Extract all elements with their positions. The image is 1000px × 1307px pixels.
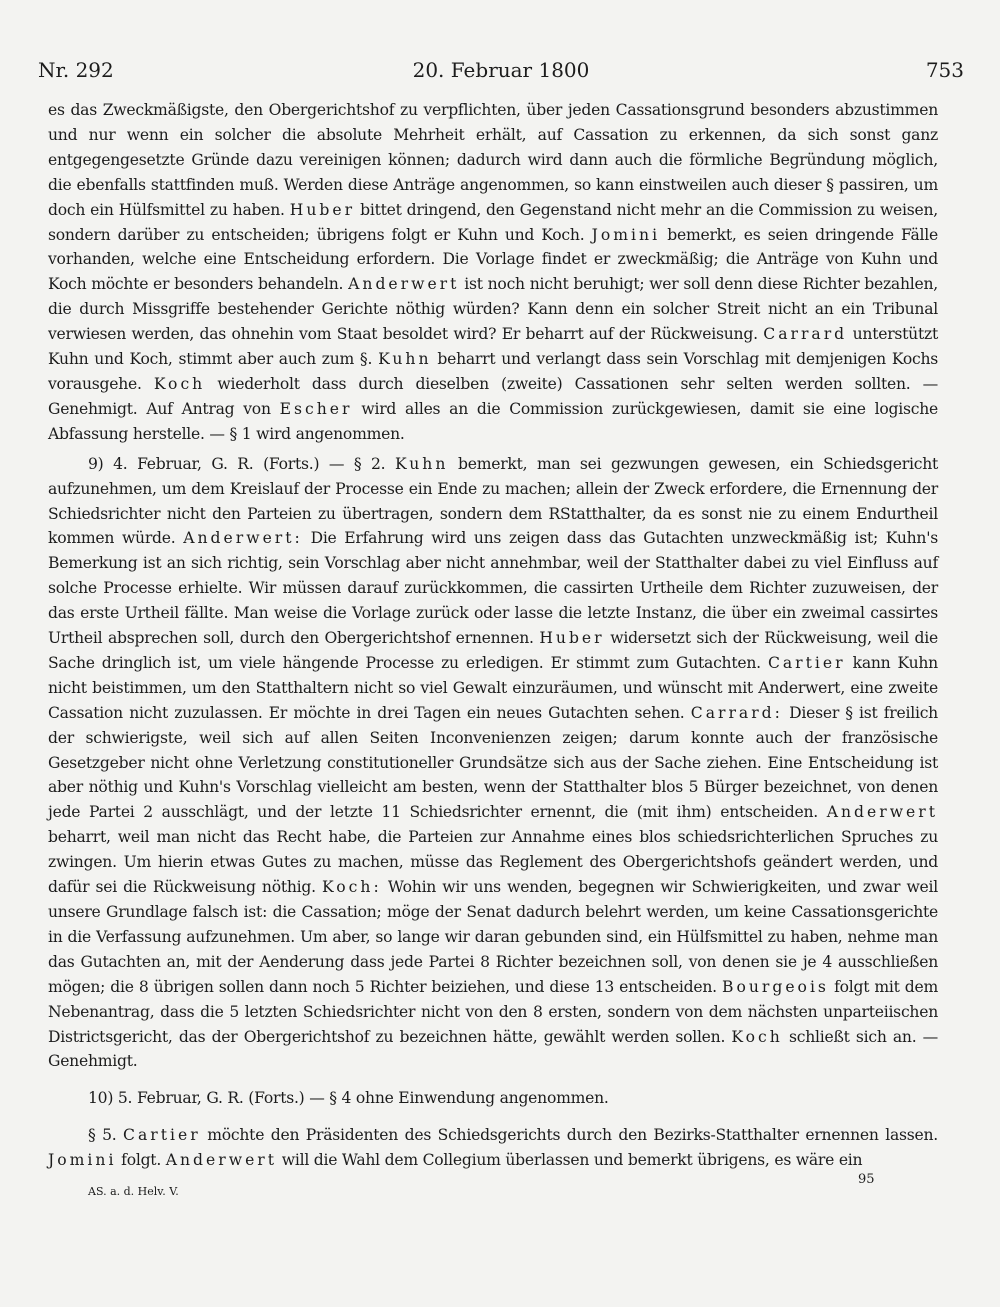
text-run: Wohin wir uns wenden, begegnen wir Schwierigkeiten, und zwar weil unsere Grundlage falsch ist: die Cassation; möge der Senat dadurch belehrt werden, um keine Cassationsgerichte in die Verfassung aufzunehmen. Um aber, so lange wir daran gebunden sind, ein Hülfsmittel zu haben, nehme man das Gutachten an, mit der Aenderung dass jede Partei 8 Richter bezeichnen soll, von denen sie je 4 ausschließen mögen; die 8 übrigen sollen dann noch 5 Richter beiziehen, und diese 13 entscheiden. <box>48 878 938 996</box>
text-run: bittet dringend, den Gegenstand nicht mehr an die Commission zu weisen, sondern darüber zu entscheiden; übrigens folgt er Kuhn und Koch. <box>48 200 938 244</box>
speaker-name: Cartier <box>767 653 846 672</box>
text-run: kann Kuhn nicht beistimmen, um den Statthaltern nicht so viel Gewalt einzuräumen, und wünscht mit Anderwert, eine zweite Cassation nicht zuzulassen. Er möchte in drei Tagen ein neues Gutachten sehen. <box>48 653 938 722</box>
page-header <box>38 58 964 88</box>
speaker-name: Jomini <box>48 1151 117 1170</box>
text-run: folgt. <box>121 1151 162 1170</box>
paragraph-2 <box>48 452 938 1075</box>
speaker-name: Koch <box>153 374 206 393</box>
speaker-name: Koch <box>731 1027 783 1046</box>
footer-source: AS. a. d. Helv. V. <box>88 1185 179 1198</box>
paragraph-3 <box>48 1086 938 1111</box>
text-run: schließt sich an. — Genehmigt. <box>48 1027 938 1071</box>
speaker-name: Anderwert <box>165 1151 278 1170</box>
speaker-name: Anderwert: <box>183 529 303 548</box>
text-run: beharrt, weil man nicht das Recht habe, die Parteien zur Annahme eines blos schiedsrichterlichen Spruches zu zwingen. Um hierin etwas Gutes zu machen, müsse das Reglement des Obergerichtshofs geändert werden, und dafür sei die Rückweisung nöthig. <box>48 828 938 897</box>
speaker-name: Anderwert <box>348 275 460 294</box>
text-run: wird alles an die Commission zurückgewiesen, damit sie eine logische Abfassung herstelle. — § 1 wird angenommen. <box>48 399 938 443</box>
paragraph-1 <box>48 98 938 447</box>
speaker-name: Cartier <box>123 1126 201 1145</box>
page-body <box>48 98 938 1173</box>
text-run: möchte den Präsidenten des Schiedsgerichts durch den Bezirks-Statthalter ernennen lassen. <box>207 1126 938 1145</box>
text-run: bemerkt, es seien dringende Fälle vorhanden, welche eine Entscheidung erfordern. Die Vorlage findet er zweckmäßig; die Anträge von Kuhn und Koch möchte er besonders behandeln. <box>48 225 938 294</box>
text-run: beharrt und verlangt dass sein Vorschlag mit demjenigen Kochs vorausgehe. <box>48 350 938 393</box>
speaker-name: Anderwert <box>826 803 938 822</box>
text-run: will die Wahl dem Collegium überlassen und bemerkt übrigens, es wäre ein <box>281 1151 863 1170</box>
text-run: wiederholt dass durch dieselben (zweite) Cassationen sehr selten werden sollten. — Genehmigt. Auf Antrag von <box>48 374 938 418</box>
text-run: Die Erfahrung wird uns zeigen dass das Gutachten unzweckmäßig ist; Kuhn's Bemerkung ist an sich richtig, sein Vorschlag aber nicht annehmbar, weil der Statthalter dabei zu viel Einfluss auf solche Processe erhielte. Wir müssen darauf zurückkommen, die cassirten Urtheile dem Richter zuzuweisen, der das erste Urtheil fällte. Man weise die Vorlage zurück oder lasse die letzte Instanz, die über ein zweimal cassirtes Urtheil absprechen soll, durch den Obergerichtshof ernennen. <box>48 529 938 648</box>
document-number: Nr. 292 <box>38 58 114 82</box>
text-run: Dieser § ist freilich der schwierigste, weil sich auf allen Seiten Inconvenienzen zeigen; darum konnte auch der französische Gesetzgeber nicht ohne Verletzung constitutioneller Grundsätze sich aus der Sache ziehen. Eine Entscheidung ist aber nöthig und Kuhn's Vorschlag vielleicht am besten, wenn der Statthalter blos 5 Bürger bezeichnet, von denen jede Partei 2 ausschlägt, und der letzte 11 Schiedsrichter ernennt, die (mit ihm) entscheiden. <box>48 703 938 822</box>
speaker-name: Bourgeois <box>722 977 829 996</box>
speaker-name: Koch: <box>322 878 382 897</box>
section-mark: § 5. <box>88 1126 117 1145</box>
signature-number: 95 <box>858 1172 875 1187</box>
text-run: es das Zweckmäßigste, den Obergerichtshof zu verpflichten, über jeden Cassationsgrund besonders abzustimmen und nur wenn ein solcher die absolute Mehrheit erhält, auf Cassation zu erkennen, da sich sonst ganz entgegengesetzte Gründe dazu vereinigen können; dadurch wird dann auch die förmliche Begründung möglich, die ebenfalls stattfinden muß. Werden diese Anträge angenommen, so kann einstweilen auch dieser § passiren, um doch ein Hülfsmittel zu haben. <box>48 101 938 219</box>
speaker-name: Carrard: <box>690 703 783 722</box>
speaker-name: Carrard <box>763 325 848 344</box>
speaker-name: Huber <box>539 629 605 648</box>
speaker-name: Kuhn <box>378 350 432 369</box>
text-run: folgt mit dem Nebenantrag, dass die 5 letzten Schiedsrichter nicht von den 8 ersten, sondern von dem nächsten unparteiischen Districtsgericht, das der Obergerichtshof zu bezeichnen hätte, gewählt werden sollen. <box>48 977 938 1046</box>
text-run: widersetzt sich der Rückweisung, weil die Sache dringlich ist, um viele hängende Processe zu erledigen. Er stimmt zum Gutachten. <box>48 629 938 672</box>
page-number: 753 <box>925 58 964 82</box>
speaker-name: Escher <box>279 399 353 418</box>
text-run: bemerkt, man sei gezwungen gewesen, ein Schiedsgericht aufzunehmen, um dem Kreislauf der Processe ein Ende zu machen; allein der Zweck erfordere, die Ernennung der Schiedsrichter nicht den Parteien zu übertragen, sondern dem RStatthalter, da es sonst nie zu einem Endurtheil kommen würde. <box>48 454 939 548</box>
speaker-name: Jomini <box>591 225 661 244</box>
text-run: ist noch nicht beruhigt; wer soll denn diese Richter bezahlen, die durch Missgriffe bestehender Gerichte nöthig würden? Kann denn ein solcher Streit nicht an ein Tribunal verwiesen werden, das ohnehin vom Staat besoldet wird? Er beharrt auf der Rückweisung. <box>48 275 938 344</box>
entry-heading: 9) 4. Februar, G. R. (Forts.) — § 2. <box>88 454 386 473</box>
speaker-name: Huber <box>289 200 356 219</box>
document-date: 20. Februar 1800 <box>412 58 590 82</box>
text-run: unterstützt Kuhn und Koch, stimmt aber auch zum §. <box>48 325 938 369</box>
speaker-name: Kuhn <box>394 454 449 473</box>
entry-heading: 10) 5. Februar, G. R. (Forts.) — § 4 ohne Einwendung angenommen. <box>88 1089 609 1108</box>
paragraph-4 <box>48 1123 938 1173</box>
